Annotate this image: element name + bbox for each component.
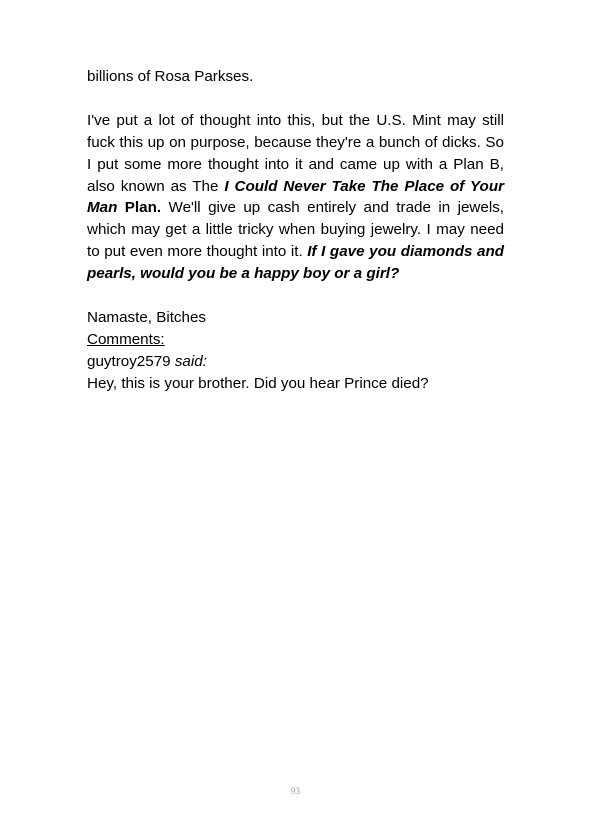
comment-author: guytroy2579 — [87, 352, 171, 370]
lyric-quote-emphasis: If I gave you diamonds and pearls, would you be a happy boy or a girl? — [87, 243, 504, 283]
comments-heading: Comments: — [87, 330, 165, 348]
document-body — [87, 66, 504, 395]
paragraph-2-text: I've put a lot of thought into this, but the U.S. Mint may still fuck this up on purpose, because they're a bunch of dicks. So I put some more thought into it and came up with a Plan B, also known as The — [87, 111, 504, 195]
paragraph-1: billions of Rosa Parkses. — [87, 68, 254, 85]
paragraph-spacer — [87, 88, 504, 110]
plan-word-bold: Plan. — [117, 199, 162, 217]
page-number: 93 — [291, 786, 300, 796]
paragraph-2 — [87, 110, 504, 285]
comment-text: Hey, this is your brother. Did you hear Prince died? — [87, 374, 429, 392]
paragraph-spacer — [87, 285, 504, 307]
comment-header — [87, 351, 504, 373]
plan-name-emphasis: I Could Never Take The Place of Your Man — [87, 177, 505, 217]
paragraph-2-text-continued: We'll give up cash entirely and trade in jewels, which may get a little tricky when buying jewelry. I may need to put even more thought into it. — [87, 199, 505, 261]
signoff: Namaste, Bitches — [87, 308, 207, 326]
comment-said-label: said: — [170, 352, 207, 370]
